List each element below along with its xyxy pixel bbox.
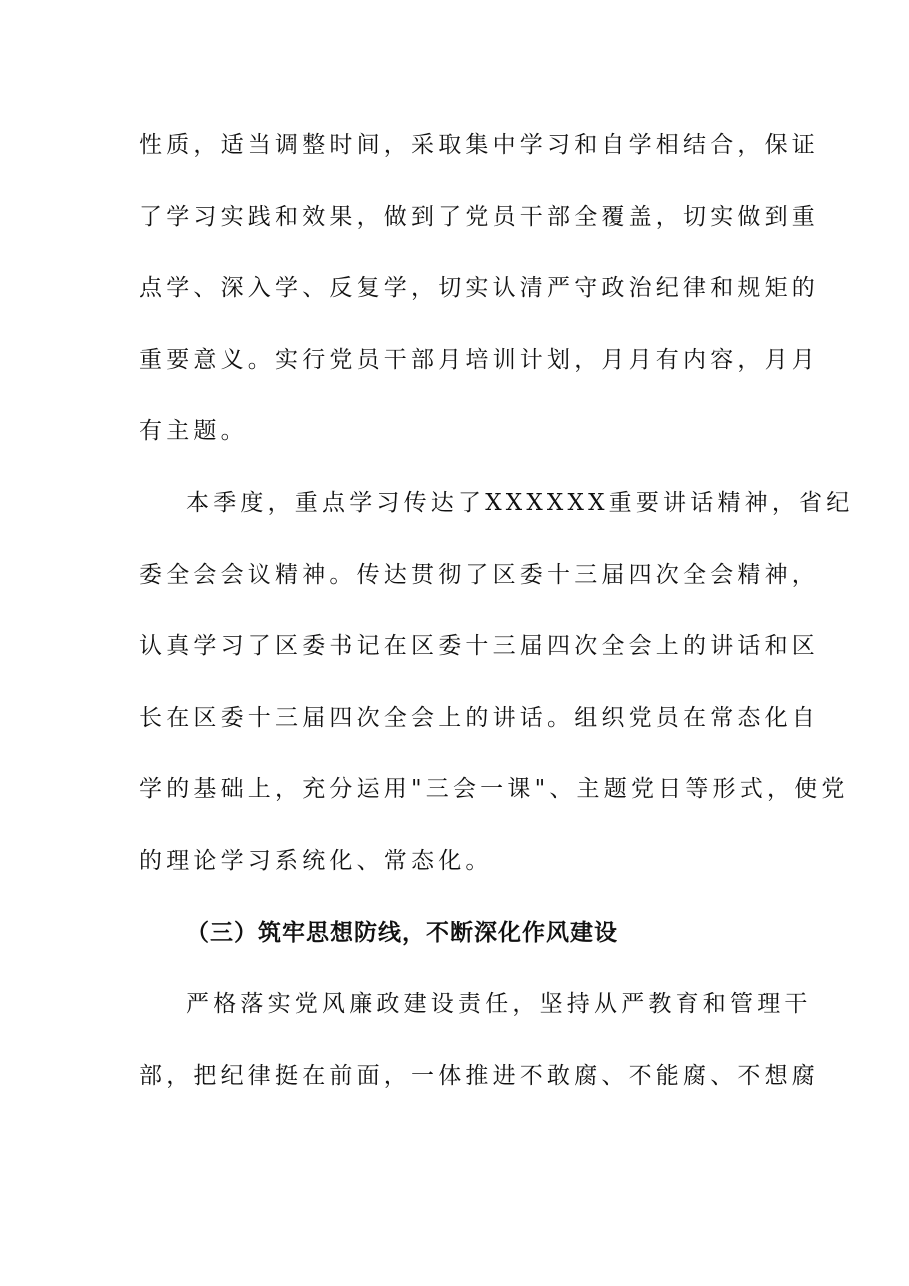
body-text-line: 认真学习了区委书记在区委十三届四次全会上的讲话和区 <box>139 633 819 659</box>
body-text-line: 委全会会议精神。传达贯彻了区委十三届四次全会精神， <box>139 562 819 588</box>
body-text-line: 点学、深入学、反复学，切实认清严守政治纪律和规矩的 <box>139 275 819 301</box>
paragraph-first-line: 严格落实党风廉政建设责任，坚持从严教育和管理干 <box>186 991 812 1017</box>
body-text-line: 学的基础上，充分运用"三会一课"、主题党日等形式，使党 <box>139 776 849 802</box>
body-text-line: 的理论学习系统化、常态化。 <box>139 848 493 874</box>
section-heading: （三）筑牢思想防线，不断深化作风建设 <box>186 919 618 946</box>
body-text-line: 有主题。 <box>139 418 248 444</box>
body-text-line: 性质，适当调整时间，采取集中学习和自学相结合，保证 <box>139 132 819 158</box>
paragraph-first-line: 本季度，重点学习传达了XXXXXX重要讲话精神，省纪 <box>186 490 854 516</box>
body-text-line: 部，把纪律挺在前面，一体推进不敢腐、不能腐、不想腐 <box>139 1063 819 1089</box>
body-text-line: 长在区委十三届四次全会上的讲话。组织党员在常态化自 <box>139 705 819 731</box>
body-text-line: 重要意义。实行党员干部月培训计划，月月有内容，月月 <box>139 347 819 373</box>
body-text-line: 了学习实践和效果，做到了党员干部全覆盖，切实做到重 <box>139 204 819 230</box>
